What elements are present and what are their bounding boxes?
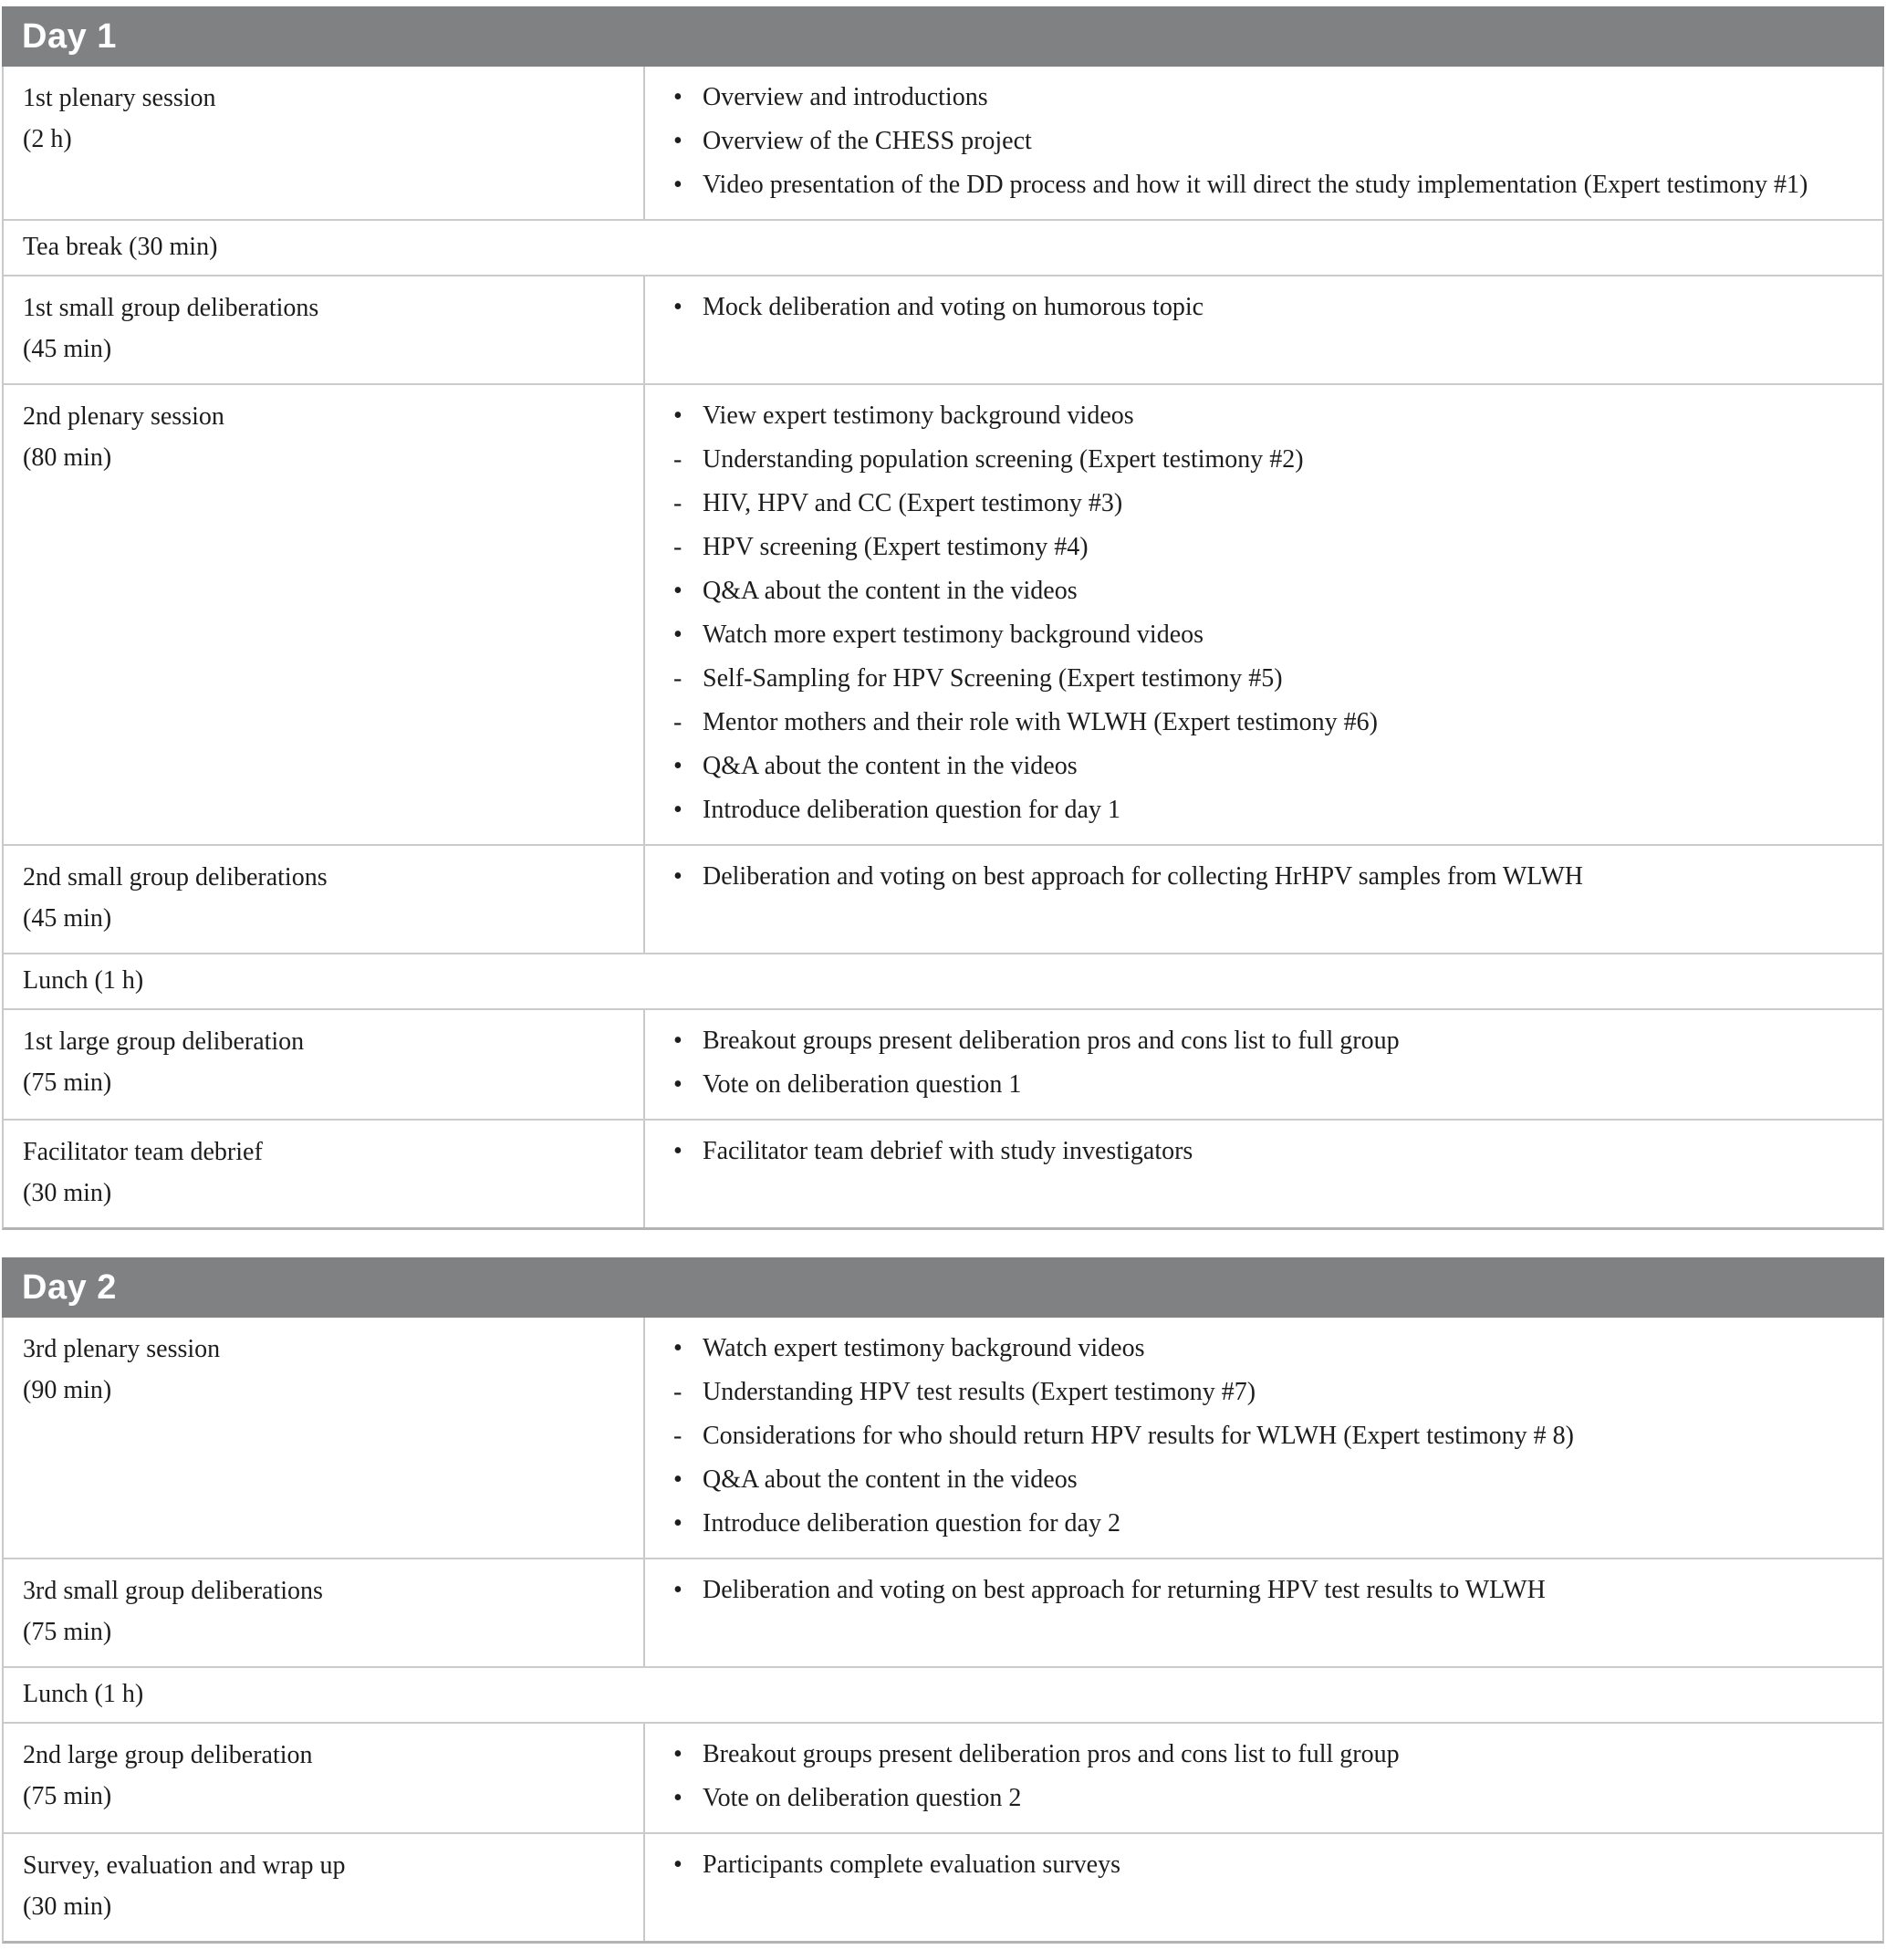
activities-cell (645, 1724, 1882, 1832)
session-row-1st-large-group (4, 1008, 1882, 1119)
activity-text: Deliberation and voting on best approach for collecting HrHPV samples from WLWH (703, 862, 1583, 891)
session-name: 3rd plenary session (23, 1335, 221, 1363)
bullet-marker: • (673, 620, 683, 649)
bullet-marker: • (673, 293, 683, 321)
activity-item (673, 1465, 1871, 1494)
session-duration: (30 min) (23, 1892, 112, 1921)
activity-item (673, 1740, 1871, 1768)
activity-text: Deliberation and voting on best approach for returning HPV test results to WLWH (703, 1576, 1546, 1604)
session-name: 1st large group deliberation (23, 1027, 305, 1056)
session-row-facilitator-debrief (4, 1119, 1882, 1227)
activity-item (673, 533, 1871, 561)
activities-list (673, 1851, 1871, 1879)
session-cell (4, 67, 645, 219)
activities-cell (645, 1559, 1882, 1666)
session-duration: (75 min) (23, 1618, 112, 1646)
activity-item (673, 1851, 1871, 1879)
bullet-marker: • (673, 862, 683, 891)
activity-item (673, 1784, 1871, 1812)
dash-marker: - (673, 1422, 683, 1450)
bullet-marker: • (673, 1851, 683, 1879)
day2-table (2, 1257, 1884, 1944)
session-duration: (2 h) (23, 125, 72, 153)
session-cell (4, 1724, 645, 1832)
bullet-marker: • (673, 752, 683, 780)
activities-cell (645, 385, 1882, 844)
activity-text: Considerations for who should return HPV results for WLWH (Expert testimony # 8) (703, 1422, 1574, 1450)
session-name: Survey, evaluation and wrap up (23, 1851, 346, 1880)
day1-title: Day 1 (22, 16, 117, 56)
break-label: Lunch (1 h) (23, 1680, 144, 1708)
activity-item (673, 401, 1871, 430)
session-row-1st-plenary (4, 67, 1882, 219)
bullet-marker: • (673, 171, 683, 199)
session-row-2nd-large-group (4, 1722, 1882, 1832)
activity-text: Introduce deliberation question for day 2 (703, 1509, 1120, 1538)
activity-text: View expert testimony background videos (703, 401, 1134, 430)
activity-item (673, 1509, 1871, 1538)
activity-text: Mock deliberation and voting on humorous topic (703, 293, 1204, 321)
activity-text: Understanding population screening (Expert testimony #2) (703, 445, 1304, 474)
bullet-marker: • (673, 1027, 683, 1055)
day2-header (2, 1257, 1884, 1318)
activity-item (673, 577, 1871, 605)
activity-text: Participants complete evaluation surveys (703, 1851, 1120, 1879)
session-name: 3rd small group deliberations (23, 1577, 323, 1605)
activity-text: HIV, HPV and CC (Expert testimony #3) (703, 489, 1123, 517)
day1-table (2, 6, 1884, 1230)
activities-cell (645, 1010, 1882, 1119)
dash-marker: - (673, 664, 683, 693)
activities-cell (645, 846, 1882, 953)
activity-item (673, 127, 1871, 155)
activity-text: Understanding HPV test results (Expert testimony #7) (703, 1378, 1256, 1406)
break-row-lunch-day2 (4, 1666, 1882, 1722)
day1-header (2, 6, 1884, 67)
activity-item (673, 1027, 1871, 1055)
session-duration: (75 min) (23, 1782, 112, 1810)
bullet-marker: • (673, 1509, 683, 1538)
activities-list (673, 1137, 1871, 1165)
bullet-marker: • (673, 127, 683, 155)
session-cell (4, 1834, 645, 1941)
activity-item (673, 293, 1871, 321)
activity-text: Self-Sampling for HPV Screening (Expert testimony #5) (703, 664, 1283, 693)
activity-item (673, 752, 1871, 780)
session-cell (4, 276, 645, 383)
activity-text: Overview of the CHESS project (703, 127, 1032, 155)
activity-text: Breakout groups present deliberation pros and cons list to full group (703, 1027, 1400, 1055)
day1-body (2, 67, 1884, 1230)
bullet-marker: • (673, 1334, 683, 1362)
activity-text: Watch more expert testimony background videos (703, 620, 1204, 649)
activities-list (673, 293, 1871, 321)
activity-item (673, 1137, 1871, 1165)
session-cell (4, 1010, 645, 1119)
session-row-survey-wrap-up (4, 1832, 1882, 1941)
activities-list (673, 862, 1871, 891)
dash-marker: - (673, 489, 683, 517)
session-cell (4, 385, 645, 844)
session-row-3rd-small-group (4, 1558, 1882, 1666)
dash-marker: - (673, 708, 683, 736)
session-name: 2nd small group deliberations (23, 863, 328, 891)
activity-text: Watch expert testimony background videos (703, 1334, 1145, 1362)
activities-list (673, 1027, 1871, 1099)
session-cell (4, 1559, 645, 1666)
activity-item (673, 664, 1871, 693)
activity-item (673, 1422, 1871, 1450)
activities-cell (645, 276, 1882, 383)
day2-body (2, 1318, 1884, 1944)
break-row-lunch-day1 (4, 953, 1882, 1008)
bullet-marker: • (673, 577, 683, 605)
activity-text: Q&A about the content in the videos (703, 1465, 1078, 1494)
bullet-marker: • (673, 1576, 683, 1604)
session-duration: (45 min) (23, 335, 112, 363)
day2-title: Day 2 (22, 1267, 117, 1307)
bullet-marker: • (673, 1740, 683, 1768)
activity-text: Overview and introductions (703, 83, 988, 111)
activity-text: Breakout groups present deliberation pros and cons list to full group (703, 1740, 1400, 1768)
break-row-tea (4, 219, 1882, 275)
activity-text: Q&A about the content in the videos (703, 577, 1078, 605)
session-duration: (30 min) (23, 1179, 112, 1207)
activity-text: Video presentation of the DD process and how it will direct the study implementation (Expert testimony #1) (703, 171, 1808, 199)
activities-list (673, 1334, 1871, 1538)
activity-item (673, 796, 1871, 824)
break-label: Lunch (1 h) (23, 966, 144, 995)
activity-item (673, 708, 1871, 736)
activity-text: Introduce deliberation question for day 1 (703, 796, 1120, 824)
session-row-2nd-plenary (4, 383, 1882, 844)
activities-list (673, 1740, 1871, 1812)
activities-cell (645, 1834, 1882, 1941)
activity-text: Mentor mothers and their role with WLWH (Expert testimony #6) (703, 708, 1379, 736)
session-name: 2nd plenary session (23, 402, 224, 431)
session-cell (4, 846, 645, 953)
activity-item (673, 1378, 1871, 1406)
activity-item (673, 171, 1871, 199)
bullet-marker: • (673, 1137, 683, 1165)
bullet-marker: • (673, 1784, 683, 1812)
activity-item (673, 1070, 1871, 1099)
activities-cell (645, 1121, 1882, 1227)
activity-text: Vote on deliberation question 2 (703, 1784, 1022, 1812)
activity-item (673, 1334, 1871, 1362)
bullet-marker: • (673, 1465, 683, 1494)
bullet-marker: • (673, 1070, 683, 1099)
session-duration: (75 min) (23, 1069, 112, 1097)
activities-list (673, 83, 1871, 199)
activity-text: Facilitator team debrief with study investigators (703, 1137, 1193, 1165)
session-row-2nd-small-group (4, 844, 1882, 953)
session-cell (4, 1318, 645, 1558)
session-row-1st-small-group (4, 275, 1882, 383)
activity-item (673, 620, 1871, 649)
bullet-marker: • (673, 401, 683, 430)
session-duration: (80 min) (23, 443, 112, 472)
activities-list (673, 1576, 1871, 1604)
activities-cell (645, 1318, 1882, 1558)
session-name: 2nd large group deliberation (23, 1741, 313, 1769)
activities-cell (645, 67, 1882, 219)
session-row-3rd-plenary (4, 1318, 1882, 1558)
activity-text: Vote on deliberation question 1 (703, 1070, 1022, 1099)
activity-item (673, 489, 1871, 517)
bullet-marker: • (673, 83, 683, 111)
dash-marker: - (673, 445, 683, 474)
activity-text: HPV screening (Expert testimony #4) (703, 533, 1089, 561)
activity-item (673, 83, 1871, 111)
bullet-marker: • (673, 796, 683, 824)
dash-marker: - (673, 1378, 683, 1406)
activity-item (673, 1576, 1871, 1604)
activity-item (673, 862, 1871, 891)
activities-list (673, 401, 1871, 824)
session-name: 1st small group deliberations (23, 294, 319, 322)
session-duration: (90 min) (23, 1376, 112, 1404)
activity-text: Q&A about the content in the videos (703, 752, 1078, 780)
session-name: 1st plenary session (23, 84, 216, 112)
session-name: Facilitator team debrief (23, 1138, 263, 1166)
session-duration: (45 min) (23, 904, 112, 933)
activity-item (673, 445, 1871, 474)
break-label: Tea break (30 min) (23, 233, 218, 261)
session-cell (4, 1121, 645, 1227)
dash-marker: - (673, 533, 683, 561)
